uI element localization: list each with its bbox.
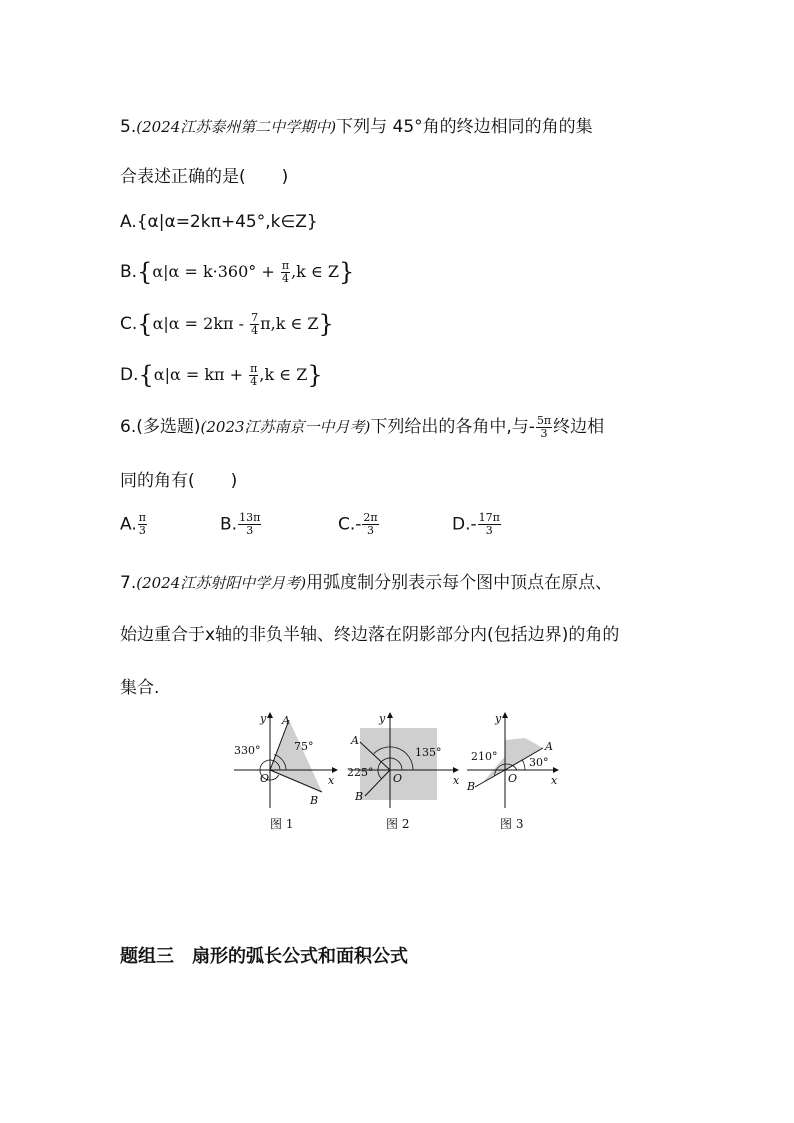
- q6-stem-a-tail: 终边相: [553, 417, 605, 437]
- figure-3-ray-b: [475, 770, 505, 787]
- q6-option-d[interactable]: [452, 512, 502, 537]
- q5-stem-a: 下列与 45°角的终边相同的角的集: [336, 117, 593, 137]
- q7-stem-b: 始边重合于x轴的非负半轴、终边落在阴影部分内(包括边界)的角的: [120, 625, 620, 645]
- q6-option-c[interactable]: [338, 512, 380, 537]
- figure-2-origin: O: [393, 772, 403, 785]
- q5-number: 5.: [120, 117, 137, 137]
- figure-1-angle-2: 75°: [294, 740, 314, 753]
- q6-option-b[interactable]: [220, 512, 262, 537]
- figure-2-angle-1: 225°: [347, 766, 374, 779]
- q6-option-a[interactable]: [120, 512, 148, 537]
- figure-3-angle-2: 30°: [529, 756, 549, 769]
- figure-2-point-b: B: [355, 790, 364, 803]
- q7-stem-a: 用弧度制分别表示每个图中顶点在原点、: [306, 573, 613, 593]
- figure-1-origin: O: [260, 772, 270, 785]
- figure-1-caption: 图 1: [270, 817, 294, 831]
- q7-stem-line-2: [120, 620, 619, 645]
- q6-option-c-label: C.-: [338, 514, 362, 535]
- q7-source: (2024江苏射阳中学月考): [136, 574, 307, 592]
- figure-3-origin: O: [508, 772, 518, 785]
- q5-stem-b: 合表述正确的是(: [120, 167, 246, 187]
- q5-option-c-prefix: C.: [120, 314, 138, 334]
- figure-2-point-a: A: [351, 734, 359, 747]
- q5-option-d-main: α|α = kπ +: [153, 365, 249, 384]
- q5-option-b-frac: $\frac{\pi}{4}$: [281, 258, 290, 285]
- q6-stem-close: ): [230, 471, 238, 491]
- figure-2-angle-2: 135°: [415, 746, 442, 759]
- q5-stem-line-1: [120, 112, 593, 137]
- q7-stem-line-1: [120, 568, 612, 593]
- figure-3-point-a: A: [545, 740, 553, 753]
- q5-option-b-tail: ,k ∈ Z: [291, 262, 339, 281]
- q7-stem-c: 集合.: [120, 678, 160, 698]
- section-label: 题组三: [120, 946, 174, 967]
- q5-option-d-tail: ,k ∈ Z: [259, 365, 308, 384]
- q5-option-c-tail: π,k ∈ Z: [260, 314, 319, 333]
- figure-2: [345, 710, 465, 810]
- q6-option-d-frac: $\frac{17\pi}{3}$: [478, 511, 500, 537]
- figure-1-point-a: A: [282, 714, 290, 727]
- q5-option-d-prefix: D.: [120, 365, 139, 385]
- q7-stem-line-3: [120, 673, 159, 698]
- q5-option-c-main: α|α = 2kπ -: [152, 314, 250, 333]
- figure-1: [232, 710, 342, 810]
- section-title: 扇形的弧长公式和面积公式: [192, 946, 408, 967]
- q5-source: (2024江苏泰州第二中学期中): [136, 118, 337, 136]
- figure-1-x-label: x: [328, 774, 335, 787]
- q5-option-d-frac: $\frac{\pi}{4}$: [250, 361, 258, 388]
- q5-option-d[interactable]: D.{α|α = kπ + $\frac{\pi}{4}$ ,k ∈ Z}: [120, 361, 323, 389]
- figure-1-angle-1: 330°: [234, 744, 261, 757]
- q6-option-d-label: D.-: [452, 514, 477, 535]
- figure-3: [465, 710, 565, 810]
- q5-option-c-frac: $\frac{7}{4}$: [251, 310, 259, 337]
- figure-2-caption: 图 2: [386, 817, 410, 831]
- q5-option-c[interactable]: C.{α|α = 2kπ - $\frac{7}{4}$ π,k ∈ Z}: [120, 310, 334, 338]
- figure-3-arc-30: [522, 760, 525, 770]
- figure-3-y-label: y: [495, 712, 502, 725]
- figure-2-x-label: x: [453, 774, 460, 787]
- figure-3-angle-1: 210°: [471, 750, 498, 763]
- q5-option-b-prefix: B.: [120, 262, 138, 282]
- q6-option-c-frac: $\frac{2\pi}{3}$: [363, 511, 378, 537]
- q7-number: 7.: [120, 573, 137, 593]
- q6-source: (2023江苏南京一中月考): [200, 418, 371, 436]
- q6-stem-a: 下列给出的各角中,与-: [370, 417, 535, 437]
- q6-option-b-frac: $\frac{13\pi}{3}$: [239, 511, 261, 537]
- q6-stem-line-1: [120, 412, 604, 440]
- q6-tag: (多选题): [136, 417, 201, 437]
- figure-1-point-b: B: [310, 794, 319, 807]
- q5-stem-line-2: [120, 162, 288, 187]
- q6-number: 6.: [120, 417, 137, 437]
- q5-option-b-main: α|α = k·360° +: [152, 262, 280, 281]
- q5-option-a[interactable]: [120, 212, 318, 232]
- q6-stem-line-2: [120, 466, 237, 491]
- q5-stem-close: ): [281, 167, 289, 187]
- q5-option-b[interactable]: B.{α|α = k·360° + $\frac{\pi}{4}$ ,k ∈ Z}: [120, 258, 355, 286]
- figure-3-point-b: B: [467, 780, 476, 793]
- q6-option-a-label: A.: [120, 514, 137, 535]
- q6-option-b-label: B.: [220, 514, 238, 535]
- figure-2-y-label: y: [379, 712, 386, 725]
- section-heading: [120, 942, 426, 968]
- figure-3-x-label: x: [551, 774, 558, 787]
- q6-stem-b: 同的角有(: [120, 471, 195, 491]
- q6-option-a-frac: $\frac{\pi}{3}$: [138, 511, 146, 537]
- q6-stem-frac: $\frac{5\pi}{3}$: [536, 413, 552, 440]
- figure-3-caption: 图 3: [500, 817, 524, 831]
- q5-option-a-text: A.{α|α=2kπ+45°,k∈Z}: [120, 212, 318, 232]
- figure-1-y-label: y: [260, 712, 267, 725]
